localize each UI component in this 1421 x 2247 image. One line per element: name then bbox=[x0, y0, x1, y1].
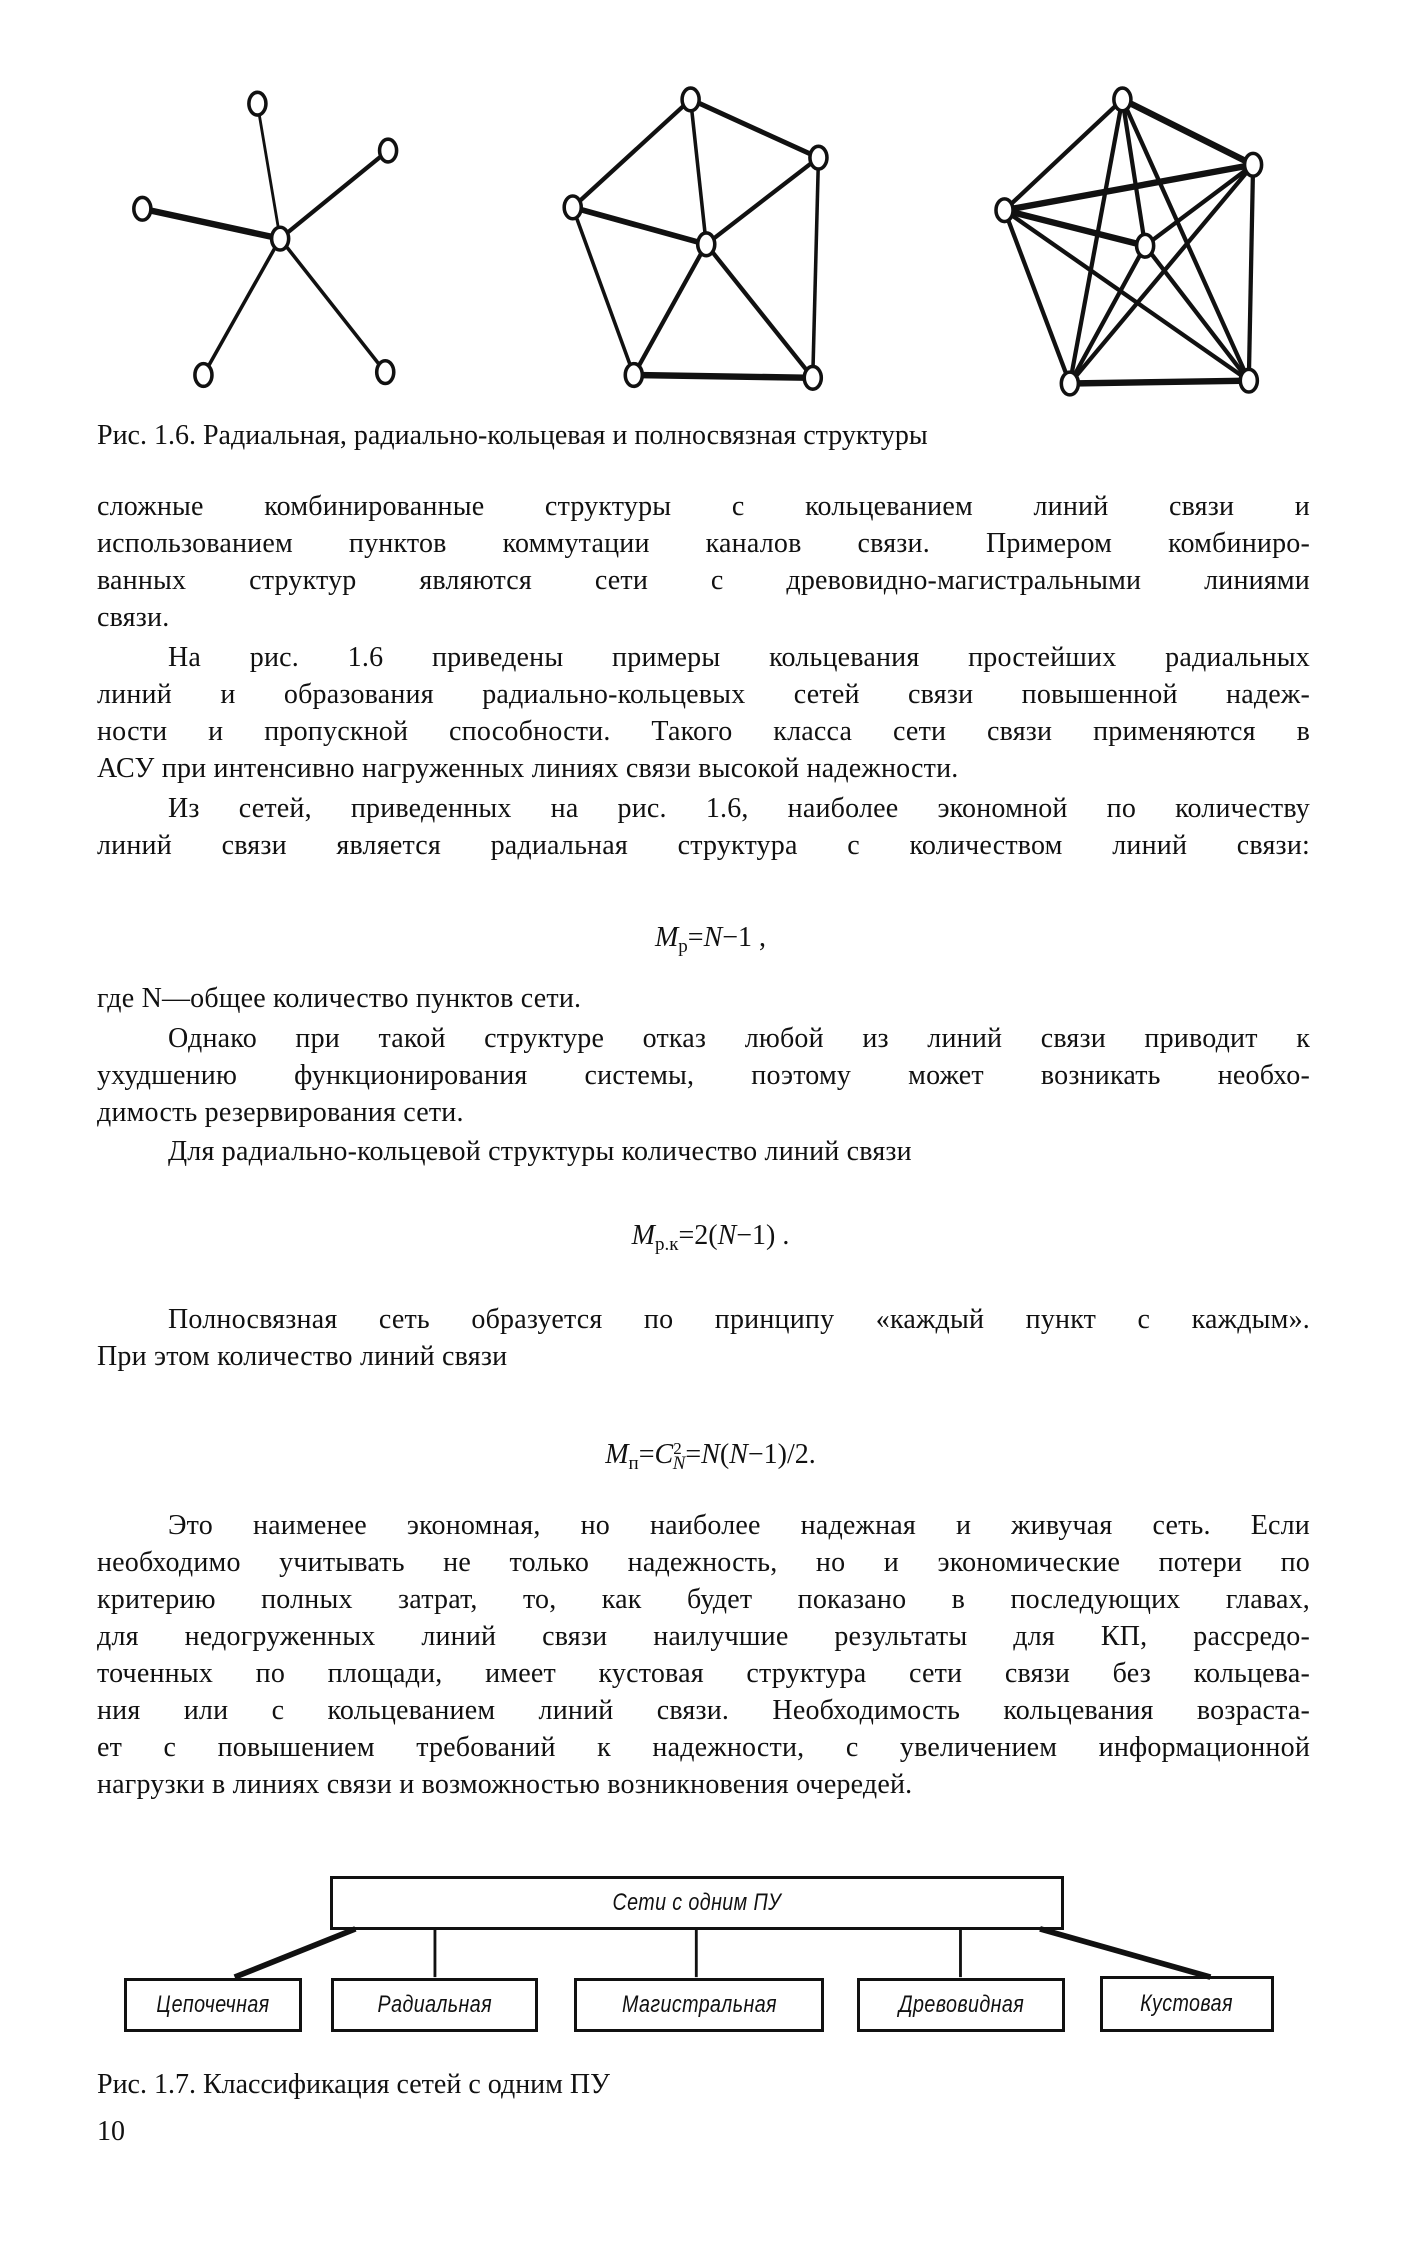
text-line: Это наименее экономная, но наиболее надежная и живучая сеть. Если bbox=[168, 1510, 1310, 1541]
text-line: АСУ при интенсивно нагруженных линиях связи высокой надежности. bbox=[97, 753, 959, 784]
text-line: На рис. 1.6 приведены примеры кольцевания простейших радиальных bbox=[168, 642, 1310, 673]
text-line: для недогруженных линий связи наилучшие результаты для КП, рассредо- bbox=[97, 1621, 1310, 1652]
text-line: связи. bbox=[97, 602, 170, 633]
graph-edge bbox=[706, 244, 813, 378]
classification-box-radial bbox=[331, 1978, 538, 2032]
graph-node bbox=[996, 199, 1013, 222]
graph-edge bbox=[280, 151, 388, 239]
text-line: ности и пропускной способности. Такого класса сети связи применяются в bbox=[97, 716, 1310, 747]
classification-box-chain bbox=[124, 1978, 302, 2032]
formula-symbol: M bbox=[654, 922, 679, 953]
text-line: Для радиально-кольцевой структуры количество линий связи bbox=[168, 1136, 912, 1167]
graph-radial bbox=[134, 92, 397, 386]
graph-edge bbox=[634, 375, 813, 378]
graph-node bbox=[698, 233, 715, 256]
graph-edge bbox=[691, 99, 707, 244]
tree-connector bbox=[235, 1929, 356, 1977]
figure-1-7-caption: Рис. 1.7. Классификация сетей с одним ПУ bbox=[97, 2069, 610, 2100]
formula-radial bbox=[0, 920, 1421, 965]
formula-part: =2( bbox=[678, 1220, 718, 1251]
box-label: Радиальная bbox=[377, 1991, 492, 2018]
formula-subscript: п bbox=[628, 1453, 639, 1474]
graph-edge bbox=[573, 207, 707, 244]
classification-root-box bbox=[330, 1876, 1064, 1930]
text-line: точенных по площади, имеет кустовая структура сети связи без кольцева- bbox=[97, 1658, 1310, 1689]
formula-subscript: р bbox=[678, 936, 688, 957]
formula-full bbox=[0, 1431, 1421, 1482]
graph-edge bbox=[257, 104, 280, 239]
formula-symbol: N bbox=[717, 1220, 737, 1251]
text-line: ванных структур являются сети с древовидно-магистральными линиями bbox=[97, 565, 1310, 596]
formula-part: ( bbox=[719, 1439, 730, 1470]
formula-symbol: M bbox=[605, 1439, 629, 1470]
text-line: ния или с кольцеванием линий связи. Необходимость кольцевания возраста- bbox=[97, 1695, 1310, 1726]
text-line: необходимо учитывать не только надежность, но и экономические потери по bbox=[97, 1547, 1310, 1578]
graph-edge bbox=[1005, 210, 1146, 246]
graph-node bbox=[249, 92, 266, 115]
formula-subscript: р.к bbox=[654, 1234, 679, 1255]
classification-box-trunk bbox=[574, 1978, 824, 2032]
graph-edge bbox=[1122, 99, 1253, 164]
formula-part: −1) . bbox=[736, 1220, 790, 1251]
text-line: димость резервирования сети. bbox=[97, 1097, 464, 1128]
page-number: 10 bbox=[97, 2116, 125, 2147]
graph-node bbox=[1114, 88, 1131, 111]
text-line: нагрузки в линиях связи и возможностью возникновения очередей. bbox=[97, 1769, 913, 1800]
graph-node bbox=[564, 196, 581, 219]
box-label: Кустовая bbox=[1140, 1990, 1234, 2017]
formula-part: −1 , bbox=[722, 922, 767, 953]
graph-node bbox=[272, 227, 289, 250]
graph-edge bbox=[203, 239, 280, 375]
formula-part: −1)/2. bbox=[747, 1439, 816, 1470]
graph-node bbox=[1245, 153, 1262, 176]
graph-edge bbox=[1005, 210, 1070, 383]
root-label: Сети с одним ПУ bbox=[612, 1889, 782, 1916]
text-line: При этом количество линий связи bbox=[97, 1341, 508, 1372]
formula-superscript: 2 bbox=[673, 1439, 682, 1458]
graph-edge bbox=[142, 209, 280, 239]
text-line: линий связи является радиальная структура с количеством линий связи: bbox=[97, 830, 1310, 861]
formula-symbol: N bbox=[729, 1439, 748, 1470]
text-line: сложные комбинированные структуры с кольцеванием линий связи и bbox=[97, 491, 1310, 522]
graph-edge bbox=[1005, 165, 1254, 210]
tree-connector bbox=[1040, 1929, 1210, 1977]
graph-node bbox=[1137, 234, 1154, 257]
graph-node bbox=[1240, 369, 1257, 392]
formula-symbol: N bbox=[703, 922, 723, 953]
graph-node bbox=[134, 197, 151, 220]
graph-node bbox=[1061, 372, 1078, 395]
classification-box-tree bbox=[857, 1978, 1065, 2032]
graph-node bbox=[625, 364, 642, 387]
graph-fully-connected bbox=[996, 88, 1262, 395]
graph-node bbox=[380, 139, 397, 162]
graph-edge bbox=[634, 244, 706, 375]
text-line: критерию полных затрат, то, как будет показано в последующих главах, bbox=[97, 1584, 1310, 1615]
formula-symbol: N bbox=[701, 1439, 720, 1470]
text-line: линий и образования радиально-кольцевых сетей связи повышенной надеж- bbox=[97, 679, 1310, 710]
graph-edge bbox=[706, 158, 818, 245]
figure-1-7-connectors bbox=[235, 1929, 1211, 1977]
formula-subscript: N bbox=[672, 1453, 686, 1474]
graph-edge bbox=[1249, 165, 1253, 381]
formula-part: = bbox=[685, 1439, 702, 1470]
graph-radial-ring bbox=[564, 88, 827, 389]
graph-edge bbox=[573, 207, 634, 375]
graph-node bbox=[810, 146, 827, 169]
text-line: ухудшению функционирования системы, поэтому может возникать необхо- bbox=[97, 1060, 1310, 1091]
graph-edge bbox=[280, 239, 385, 373]
graph-edge bbox=[813, 158, 819, 378]
box-label: Магистральная bbox=[621, 1991, 777, 2018]
box-label: Древовидная bbox=[898, 1991, 1024, 2018]
text-line: Из сетей, приведенных на рис. 1.6, наиболее экономной по количеству bbox=[168, 793, 1310, 824]
formula-radial-ring bbox=[0, 1218, 1421, 1263]
graph-edge bbox=[573, 99, 691, 207]
text-line: Полносвязная сеть образуется по принципу «каждый пункт с каждым». bbox=[168, 1304, 1310, 1335]
graph-node bbox=[195, 364, 212, 387]
box-label: Цепочечная bbox=[156, 1991, 270, 2018]
graph-node bbox=[682, 88, 699, 111]
figure-1-6-caption: Рис. 1.6. Радиальная, радиально-кольцевая и полносвязная структуры bbox=[97, 420, 928, 451]
graph-edge bbox=[1070, 381, 1249, 384]
text-line: ет с повышением требований к надежности, с увеличением информационной bbox=[97, 1732, 1310, 1763]
text-line: где N—общее количество пунктов сети. bbox=[97, 983, 582, 1014]
text-line: Однако при такой структуре отказ любой из линий связи приводит к bbox=[168, 1023, 1310, 1054]
graph-node bbox=[804, 366, 821, 389]
classification-box-cluster bbox=[1100, 1976, 1274, 2032]
formula-part: = bbox=[687, 922, 704, 953]
formula-part: = bbox=[638, 1439, 655, 1470]
text-line: использованием пунктов коммутации каналов связи. Примером комбиниро- bbox=[97, 528, 1310, 559]
formula-symbol: M bbox=[631, 1220, 655, 1251]
graph-node bbox=[377, 361, 394, 384]
formula-symbol: C bbox=[654, 1439, 674, 1470]
graph-edge bbox=[691, 99, 819, 157]
